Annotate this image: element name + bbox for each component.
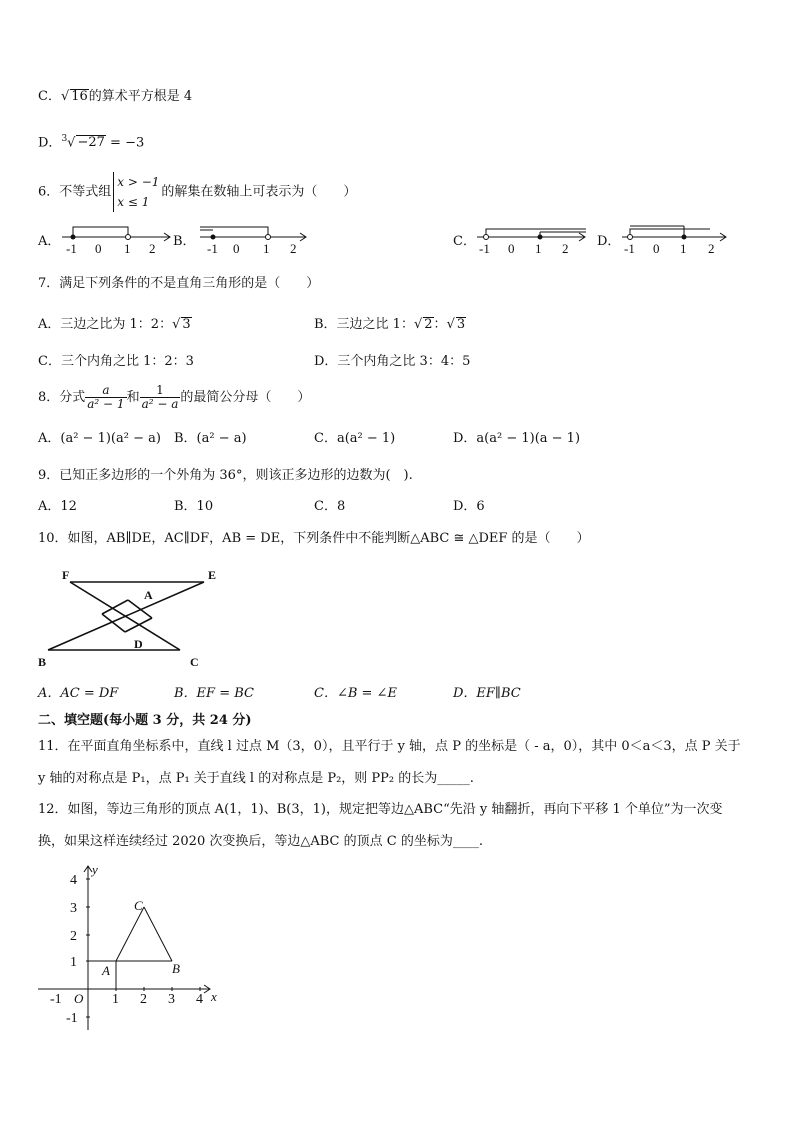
q12-line-1: 12．如图，等边三角形的顶点 A(1，1)、B(3，1)，规定把等边△ABC“先沿 y 轴翻折，再向下平移 1 个单位”为一次变 <box>38 802 723 817</box>
q7-option-a: A．三边之比为 1：2：√ 3 <box>38 317 191 332</box>
point-label-b: B <box>172 961 180 976</box>
point-label-d: D <box>134 637 143 651</box>
fraction-1 <box>85 384 126 411</box>
tick-label: 2 <box>708 241 715 256</box>
numerator: 1 <box>140 384 181 398</box>
option-text: = −3 <box>105 135 145 151</box>
tick-label: 1 <box>680 241 687 256</box>
tick-label: 1 <box>535 241 542 256</box>
q7-option-d: D．三个内角之比 3：4：5 <box>314 354 471 369</box>
q7-option-c: C．三个内角之比 1：2：3 <box>38 354 194 369</box>
q6-label-d: D． <box>597 234 621 249</box>
q8-option-c: C．a(a² − 1) <box>314 431 396 446</box>
q10-option-c: C．∠B = ∠E <box>314 686 397 701</box>
origin-label: O <box>74 991 84 1006</box>
tick-label: -1 <box>207 241 218 256</box>
q6-label-c: C． <box>453 234 476 249</box>
stem-prefix: 6．不等式组 <box>38 184 112 200</box>
tick-label: -1 <box>624 241 635 256</box>
q9-option-b: B．10 <box>174 499 214 514</box>
tick-label: 1 <box>124 241 131 256</box>
q6-label-b: B． <box>173 234 196 249</box>
q5-option-d: D．$^3$√ −27 = −3 <box>38 134 145 151</box>
tick-label: 1 <box>263 241 270 256</box>
tick-label: 2 <box>562 241 569 256</box>
tick-label: 0 <box>508 241 515 256</box>
q8-option-a: A．(a² − 1)(a² − a) <box>38 431 161 446</box>
option-text: 的算术平方根是 4 <box>88 89 193 104</box>
q8-option-b: B．(a² − a) <box>174 431 247 446</box>
radicand: 3 <box>182 317 191 332</box>
denominator: a² − a <box>141 397 179 411</box>
q10-figure <box>30 562 230 672</box>
inequality-system <box>113 172 159 212</box>
stem-mid: 和 <box>126 390 140 405</box>
q10-stem: 10．如图，AB∥DE，AC∥DF，AB = DE，下列条件中不能判断△ABC ≅ △DEF 的是（ ） <box>38 531 590 546</box>
y-tick: 3 <box>70 901 77 916</box>
q9-option-d: D．6 <box>453 499 485 514</box>
y-axis-label: y <box>92 862 98 877</box>
tick-label: 0 <box>653 241 660 256</box>
point-label-c: C <box>190 655 199 669</box>
q11-line-2: y 轴的对称点是 P₁，点 P₁ 关于直线 l 的对称点是 P₂，则 PP₂ 的长为_____. <box>38 771 474 786</box>
x-tick: 1 <box>112 992 119 1007</box>
x-tick: 2 <box>140 992 147 1007</box>
q9-option-c: C．8 <box>314 499 346 514</box>
numerator: a <box>85 384 126 398</box>
radicand: 3 <box>456 317 466 332</box>
y-tick: -1 <box>66 1011 78 1026</box>
y-tick: 1 <box>70 955 77 970</box>
y-tick: 2 <box>70 929 77 944</box>
q12-coordinate-graph <box>30 860 230 1040</box>
q9-stem: 9．已知正多边形的一个外角为 36°，则该正多边形的边数为( ). <box>38 468 413 483</box>
tick-label: 2 <box>290 241 297 256</box>
y-tick: 4 <box>70 873 77 888</box>
separator: ： <box>433 317 447 332</box>
tick-label: 0 <box>95 241 102 256</box>
q10-option-a: A．AC = DF <box>38 686 119 701</box>
point-label-f: F <box>62 568 70 582</box>
x-tick: 3 <box>168 992 175 1007</box>
option-text: A．三边之比为 1：2： <box>38 317 173 332</box>
radicand: 2 <box>424 317 433 332</box>
q8-stem <box>38 380 310 416</box>
option-label: C． <box>38 89 61 104</box>
inequality-2: x ≤ 1 <box>117 195 150 209</box>
stem-prefix: 8．分式 <box>38 390 86 405</box>
point-label-b: B <box>38 655 47 669</box>
point-label-a: A <box>102 963 110 978</box>
q6-stem <box>38 172 356 213</box>
fraction-2 <box>140 384 181 411</box>
q8-option-d: D．a(a² − 1)(a − 1) <box>453 431 581 446</box>
q11-line-1: 11．在平面直角坐标系中，直线 l 过点 M（3，0），且平行于 y 轴，点 P 的坐标是（ - a，0），其中 0＜a＜3，点 P 关于 <box>38 739 741 754</box>
q6-label-a: A． <box>38 234 61 249</box>
tick-label: -1 <box>479 241 490 256</box>
q7-stem: 7．满足下列条件的不是直角三角形的是（ ） <box>38 276 320 291</box>
denominator: a² − 1 <box>87 397 125 411</box>
x-tick: -1 <box>50 992 62 1007</box>
q6-number-lines <box>0 220 794 260</box>
q10-option-b: B．EF = BC <box>174 686 254 701</box>
option-label: D． <box>38 135 62 151</box>
radicand: 16 <box>71 89 88 104</box>
q9-option-a: A．12 <box>38 499 77 514</box>
point-label-a: A <box>144 588 153 602</box>
stem-suffix: 的最简公分母（ ） <box>180 390 311 405</box>
q12-line-2: 换，如果这样连续经过 2020 次变换后，等边△ABC 的顶点 C 的坐标为____. <box>38 834 483 849</box>
tick-label: -1 <box>66 241 77 256</box>
inequality-1: x > −1 <box>117 175 160 189</box>
radicand: −27 <box>77 135 105 151</box>
x-tick: 4 <box>196 992 203 1007</box>
q7-option-b: B．三边之比 1：√ 2：√ 3 <box>314 317 466 332</box>
point-label-e: E <box>208 568 217 582</box>
x-axis-label: x <box>211 989 217 1004</box>
q5-option-c: C．√ 16的算术平方根是 4 <box>38 89 193 104</box>
stem-suffix: 的解集在数轴上可表示为（ ） <box>161 184 357 200</box>
option-text: B．三边之比 1： <box>314 317 414 332</box>
q10-option-d: D．EF∥BC <box>453 686 521 701</box>
point-label-c: C <box>134 898 143 913</box>
tick-label: 2 <box>149 241 156 256</box>
section-title: 二、填空题(每小题 3 分，共 24 分) <box>38 713 252 728</box>
tick-label: 0 <box>233 241 240 256</box>
root-index: 3 <box>61 134 68 144</box>
